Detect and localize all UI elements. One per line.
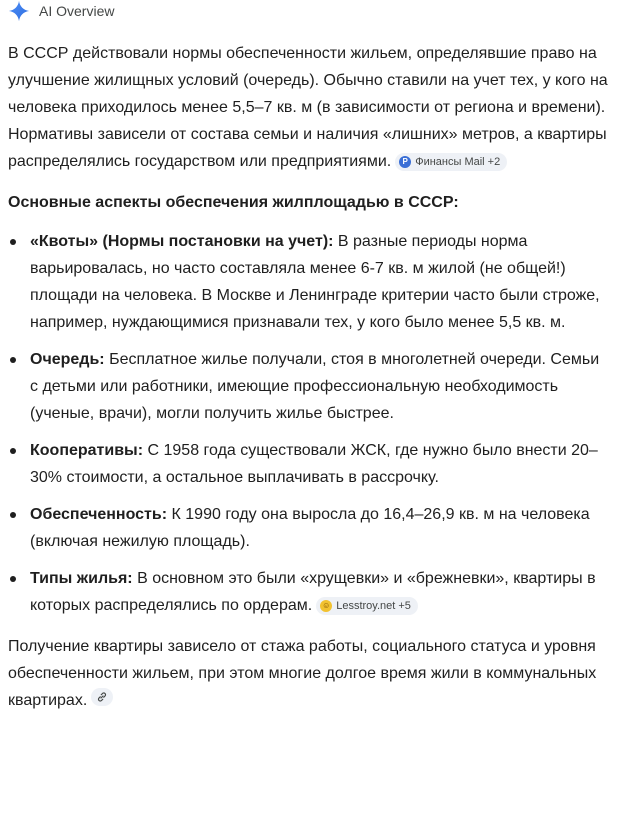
aspect-text: С 1958 года существовали ЖСК, где нужно было внести 20–30% стоимости, а остальное выплачивать в рассрочку. (30, 442, 598, 486)
aspect-text: К 1990 году она выросла до 16,4–26,9 кв. м на человека (включая нежилую площадь). (30, 506, 590, 550)
aspects-list (8, 228, 608, 619)
aspect-term: Обеспеченность: (30, 506, 168, 523)
source-chip-label: Финансы Mail +2 (415, 156, 501, 168)
list-item (8, 346, 608, 427)
aspect-text: Бесплатное жилье получали, стоя в многолетней очереди. Семьи с детьми или работники, имеющие профессиональную необходимость (ученые, врачи), могли получить жилье быстрее. (30, 351, 600, 422)
section-heading: Основные аспекты обеспечения жилплощадью в СССР: (8, 194, 459, 211)
ai-overview-header (8, 0, 114, 22)
ai-overview-title: AI Overview (39, 3, 115, 19)
list-item (8, 228, 608, 336)
lesstroy-favicon: ☺ (322, 601, 331, 610)
aspect-text: В разные периоды норма варьировалась, но часто составляла менее 6-7 кв. м жилой (не общей!) площади на человека. В Москве и Ленинграде критерии часто были строже, например, нуждающимися признавали тех, у кого было менее 5,5 кв. м. (30, 233, 600, 331)
list-item (8, 437, 608, 491)
source-chip-finance-mail[interactable] (395, 153, 507, 171)
sparkle-icon (8, 0, 30, 22)
aspect-text: В основном это были «хрущевки» и «брежневки», квартиры в которых распределялись по ордерам. (30, 570, 596, 614)
source-chip-label: Lesstroy.net +5 (336, 600, 411, 612)
conclusion-paragraph (8, 633, 608, 714)
list-item (8, 565, 608, 619)
aspect-term: Типы жилья: (30, 570, 133, 587)
aspect-term: Очередь: (30, 351, 105, 368)
overview-content (8, 40, 608, 714)
finance-mail-favicon: P (399, 156, 411, 168)
intro-text: В СССР действовали нормы обеспеченности жильем, определявшие право на улучшение жилищных условий (очередь). Обычно ставили на учет тех, у кого на человека приходилось менее 5,5–7 кв. м (в зависимости от региона и времени). Нормативы зависели от состава семьи и наличия «лишних» метров, а квартиры распределялись государством или предприятиями. (8, 45, 608, 170)
list-item (8, 501, 608, 555)
aspect-term: Кооперативы: (30, 442, 144, 459)
link-icon[interactable] (91, 688, 113, 706)
intro-paragraph (8, 40, 608, 175)
conclusion-text: Получение квартиры зависело от стажа работы, социального статуса и уровня обеспеченности жильем, при этом многие долгое время жили в коммунальных квартирах. (8, 638, 597, 709)
aspect-term: «Квоты» (Нормы постановки на учет): (30, 233, 334, 250)
source-chip-lesstroy[interactable] (316, 597, 418, 615)
